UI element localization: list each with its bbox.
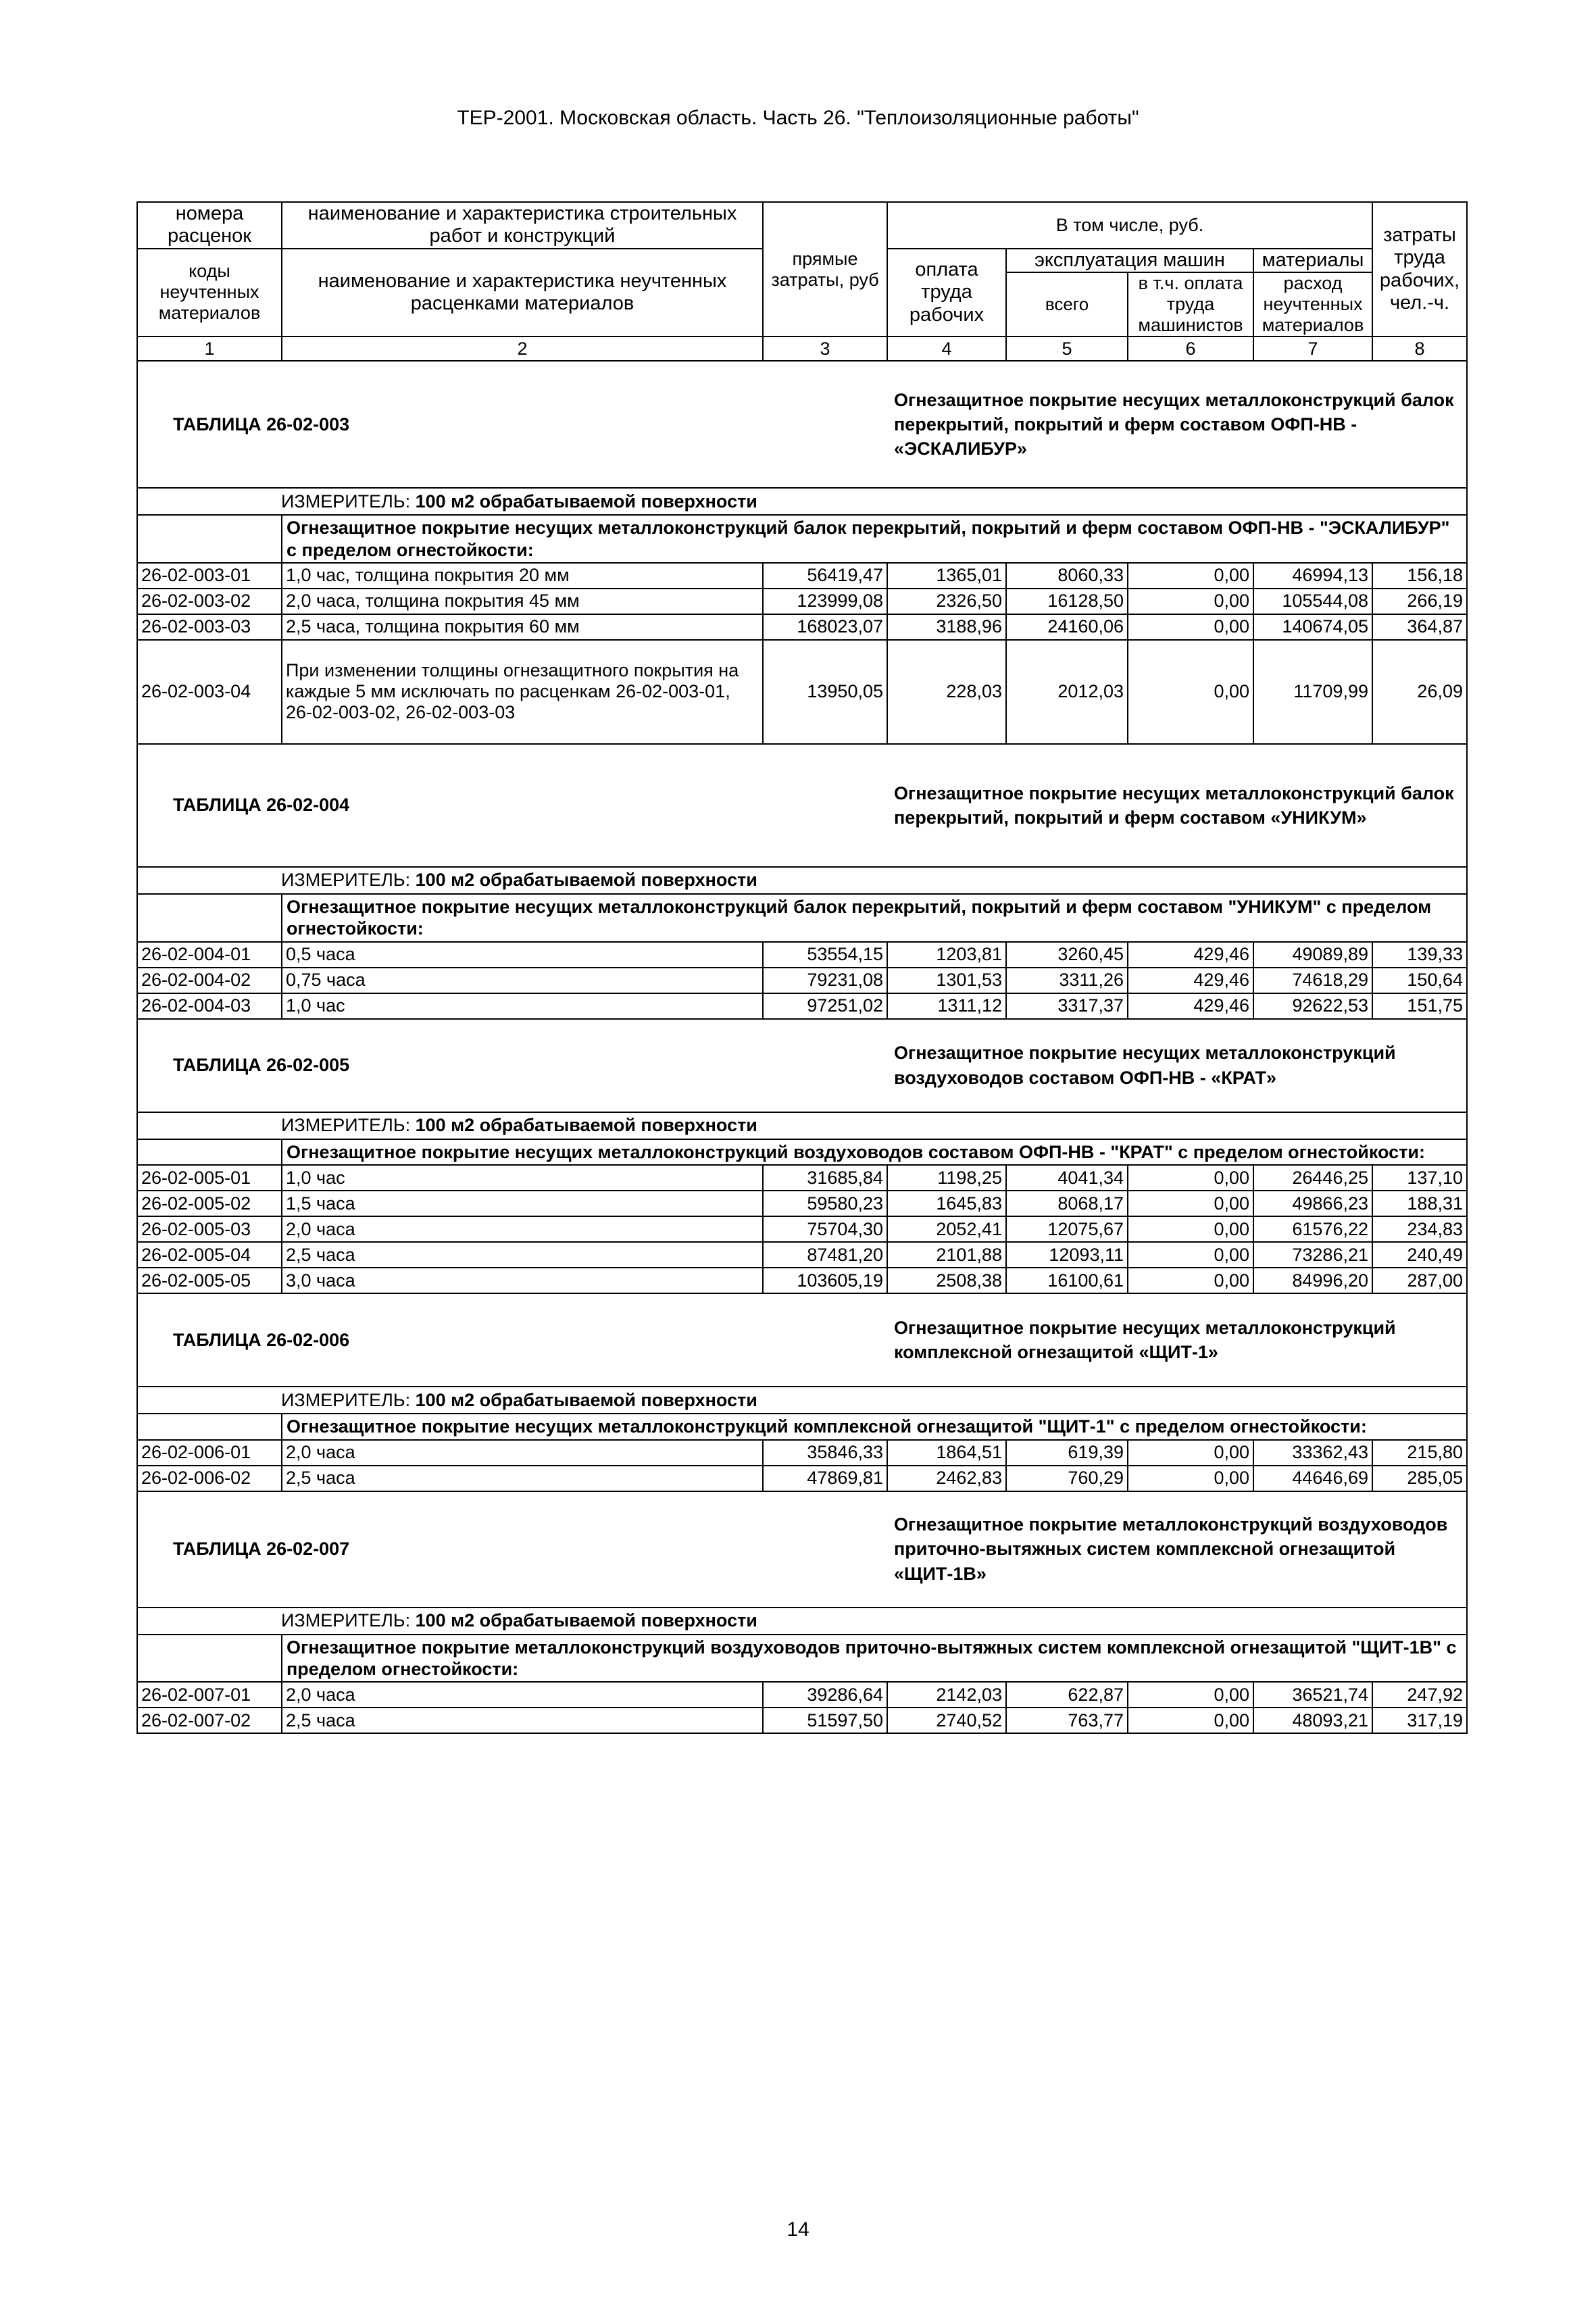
group-row — [137, 894, 1467, 942]
direct-costs: 31685,84 — [763, 1165, 887, 1191]
labor-hours: 215,80 — [1372, 1440, 1467, 1466]
operators-pay: 0,00 — [1128, 1268, 1253, 1293]
section-name: ТАБЛИЦА 26-02-004 — [137, 744, 887, 867]
materials-cost: 49866,23 — [1253, 1191, 1372, 1216]
labor-hours: 139,33 — [1372, 942, 1467, 968]
operators-pay: 0,00 — [1128, 614, 1253, 640]
meter-label: ИЗМЕРИТЕЛЬ: — [281, 870, 411, 891]
page-number: 14 — [787, 2218, 809, 2241]
meter-value: 100 м2 обрабатываемой поверхности — [415, 1610, 757, 1631]
meter-line — [137, 867, 1467, 894]
labor-pay: 1203,81 — [887, 942, 1006, 968]
labor-pay: 1645,83 — [887, 1191, 1006, 1216]
machines-total: 622,87 — [1006, 1682, 1128, 1708]
section-meter — [137, 1112, 1467, 1139]
rate-name: 2,0 часа — [282, 1440, 763, 1466]
rate-code: 26-02-004-03 — [137, 993, 282, 1019]
machines-total: 12075,67 — [1006, 1216, 1128, 1242]
operators-pay: 0,00 — [1128, 1466, 1253, 1491]
col-header-hours: затраты труда рабочих, чел.-ч. — [1372, 202, 1467, 337]
operators-pay: 0,00 — [1128, 1191, 1253, 1216]
meter-line — [137, 1608, 1467, 1635]
labor-pay: 2740,52 — [887, 1708, 1006, 1733]
table-row — [137, 1165, 1467, 1191]
meter-label: ИЗМЕРИТЕЛЬ: — [281, 1115, 411, 1136]
rate-code: 26-02-005-02 — [137, 1191, 282, 1216]
col-number-5: 5 — [1006, 337, 1128, 361]
group-spacer — [137, 894, 282, 942]
materials-cost: 92622,53 — [1253, 993, 1372, 1019]
labor-hours: 26,09 — [1372, 640, 1467, 744]
rate-code: 26-02-007-02 — [137, 1708, 282, 1733]
operators-pay: 0,00 — [1128, 589, 1253, 614]
operators-pay: 0,00 — [1128, 1216, 1253, 1242]
section-meter — [137, 488, 1467, 515]
labor-pay: 2142,03 — [887, 1682, 1006, 1708]
machines-total: 2012,03 — [1006, 640, 1128, 744]
labor-hours: 364,87 — [1372, 614, 1467, 640]
materials-cost: 33362,43 — [1253, 1440, 1372, 1466]
table-row — [137, 968, 1467, 993]
meter-line — [137, 1387, 1467, 1414]
rate-name: При изменении толщины огнезащитного покрытия на каждые 5 мм исключать по расценкам 26-02-003-01, 26-02-003-02, 26-02-003-03 — [282, 640, 763, 744]
col-number-6: 6 — [1128, 337, 1253, 361]
table-row — [137, 589, 1467, 614]
materials-cost: 105544,08 — [1253, 589, 1372, 614]
table-row — [137, 942, 1467, 968]
section-name: ТАБЛИЦА 26-02-006 — [137, 1293, 887, 1387]
rate-code: 26-02-005-04 — [137, 1242, 282, 1268]
group-row — [137, 1635, 1467, 1683]
col-number-7: 7 — [1253, 337, 1372, 361]
operators-pay: 429,46 — [1128, 968, 1253, 993]
operators-pay: 0,00 — [1128, 1440, 1253, 1466]
group-spacer — [137, 1635, 282, 1683]
meter-line — [137, 488, 1467, 515]
materials-cost: 140674,05 — [1253, 614, 1372, 640]
table-row — [137, 1708, 1467, 1733]
labor-hours: 266,19 — [1372, 589, 1467, 614]
materials-cost: 84996,20 — [1253, 1268, 1372, 1293]
col-header-material-codes: коды неучтенных материалов — [137, 249, 282, 337]
labor-pay: 1864,51 — [887, 1440, 1006, 1466]
table-row — [137, 1466, 1467, 1491]
group-description: Огнезащитное покрытие несущих металлоконструкций воздуховодов составом ОФП-НВ - "КРАТ" с пределом огнестойкости: — [282, 1139, 1467, 1165]
machines-total: 760,29 — [1006, 1466, 1128, 1491]
section-header — [137, 1293, 1467, 1387]
section-header — [137, 744, 1467, 867]
labor-hours: 285,05 — [1372, 1466, 1467, 1491]
rate-code: 26-02-004-02 — [137, 968, 282, 993]
operators-pay: 429,46 — [1128, 993, 1253, 1019]
section-title: Огнезащитное покрытие несущих металлоконструкций комплексной огнезащитой «ЩИТ-1» — [887, 1293, 1467, 1387]
labor-pay: 228,03 — [887, 640, 1006, 744]
rate-code: 26-02-003-03 — [137, 614, 282, 640]
table-row — [137, 1440, 1467, 1466]
rate-name: 2,0 часа — [282, 1216, 763, 1242]
rate-name: 2,5 часа — [282, 1466, 763, 1491]
meter-label: ИЗМЕРИТЕЛЬ: — [281, 491, 411, 512]
group-row — [137, 1414, 1467, 1439]
rate-name: 3,0 часа — [282, 1268, 763, 1293]
meter-label: ИЗМЕРИТЕЛЬ: — [281, 1610, 411, 1631]
table-row — [137, 1242, 1467, 1268]
table-row — [137, 993, 1467, 1019]
rate-code: 26-02-007-01 — [137, 1682, 282, 1708]
materials-cost: 73286,21 — [1253, 1242, 1372, 1268]
operators-pay: 0,00 — [1128, 563, 1253, 589]
machines-total: 3260,45 — [1006, 942, 1128, 968]
labor-pay: 2326,50 — [887, 589, 1006, 614]
direct-costs: 168023,07 — [763, 614, 887, 640]
rate-name: 2,5 часа — [282, 1242, 763, 1268]
labor-pay: 1301,53 — [887, 968, 1006, 993]
operators-pay: 0,00 — [1128, 1165, 1253, 1191]
meter-value: 100 м2 обрабатываемой поверхности — [415, 1115, 757, 1136]
labor-hours: 240,49 — [1372, 1242, 1467, 1268]
table-row — [137, 563, 1467, 589]
rate-code: 26-02-006-02 — [137, 1466, 282, 1491]
col-header-labor: оплата труда рабочих — [887, 249, 1006, 337]
rate-name: 2,0 часа — [282, 1682, 763, 1708]
group-row — [137, 515, 1467, 563]
col-header-works: наименование и характеристика строительных работ и конструкций — [282, 202, 763, 249]
labor-hours: 247,92 — [1372, 1682, 1467, 1708]
operators-pay: 0,00 — [1128, 1708, 1253, 1733]
labor-hours: 234,83 — [1372, 1216, 1467, 1242]
table-row — [137, 640, 1467, 744]
rate-code: 26-02-006-01 — [137, 1440, 282, 1466]
col-number-8: 8 — [1372, 337, 1467, 361]
table-row — [137, 1191, 1467, 1216]
section-name: ТАБЛИЦА 26-02-005 — [137, 1019, 887, 1112]
machines-total: 16100,61 — [1006, 1268, 1128, 1293]
table-row — [137, 614, 1467, 640]
materials-cost: 49089,89 — [1253, 942, 1372, 968]
direct-costs: 75704,30 — [763, 1216, 887, 1242]
machines-total: 12093,11 — [1006, 1242, 1128, 1268]
section-title: Огнезащитное покрытие несущих металлоконструкций воздуховодов составом ОФП-НВ - «КРАТ» — [887, 1019, 1467, 1112]
rate-code: 26-02-005-01 — [137, 1165, 282, 1191]
labor-hours: 156,18 — [1372, 563, 1467, 589]
rate-code: 26-02-004-01 — [137, 942, 282, 968]
rate-name: 1,5 часа — [282, 1191, 763, 1216]
materials-cost: 48093,21 — [1253, 1708, 1372, 1733]
operators-pay: 0,00 — [1128, 1242, 1253, 1268]
direct-costs: 97251,02 — [763, 993, 887, 1019]
labor-pay: 2508,38 — [887, 1268, 1006, 1293]
direct-costs: 47869,81 — [763, 1466, 887, 1491]
machines-total: 8060,33 — [1006, 563, 1128, 589]
group-description: Огнезащитное покрытие несущих металлоконструкций комплексной огнезащитой "ЩИТ-1" с пределом огнестойкости: — [282, 1414, 1467, 1439]
rate-code: 26-02-005-03 — [137, 1216, 282, 1242]
machines-total: 3317,37 — [1006, 993, 1128, 1019]
col-header-materials-desc: наименование и характеристика неучтенных расценками материалов — [282, 249, 763, 337]
group-description: Огнезащитное покрытие несущих металлоконструкций балок перекрытий, покрытий и ферм составом ОФП-НВ - "ЭСКАЛИБУР" с пределом огнестойкости: — [282, 515, 1467, 563]
rate-name: 0,5 часа — [282, 942, 763, 968]
rate-code: 26-02-003-01 — [137, 563, 282, 589]
machines-total: 24160,06 — [1006, 614, 1128, 640]
direct-costs: 39286,64 — [763, 1682, 887, 1708]
rate-name: 1,0 час — [282, 1165, 763, 1191]
group-description: Огнезащитное покрытие металлоконструкций воздуховодов приточно-вытяжных систем комплексной огнезащитой "ЩИТ-1В" с пределом огнестойкости: — [282, 1635, 1467, 1683]
labor-pay: 2101,88 — [887, 1242, 1006, 1268]
col-header-operators: в т.ч. оплата труда машинистов — [1128, 272, 1253, 337]
machines-total: 4041,34 — [1006, 1165, 1128, 1191]
rates-table — [136, 201, 1468, 1734]
rate-name: 1,0 час, толщина покрытия 20 мм — [282, 563, 763, 589]
rate-name: 2,5 часа — [282, 1708, 763, 1733]
materials-cost: 44646,69 — [1253, 1466, 1372, 1491]
direct-costs: 59580,23 — [763, 1191, 887, 1216]
operators-pay: 0,00 — [1128, 640, 1253, 744]
meter-label: ИЗМЕРИТЕЛЬ: — [281, 1389, 411, 1410]
rate-name: 2,5 часа, толщина покрытия 60 мм — [282, 614, 763, 640]
direct-costs: 123999,08 — [763, 589, 887, 614]
section-title: Огнезащитное покрытие металлоконструкций воздуховодов приточно-вытяжных систем комплексной огнезащитой «ЩИТ-1В» — [887, 1491, 1467, 1608]
direct-costs: 13950,05 — [763, 640, 887, 744]
section-header — [137, 1491, 1467, 1608]
section-meter — [137, 1608, 1467, 1635]
col-header-unaccounted: расход неучтенных материалов — [1253, 272, 1372, 337]
section-name: ТАБЛИЦА 26-02-007 — [137, 1491, 887, 1608]
machines-total: 3311,26 — [1006, 968, 1128, 993]
labor-hours: 317,19 — [1372, 1708, 1467, 1733]
document-header: ТЕР-2001. Московская область. Часть 26. "Теплоизоляционные работы" — [457, 107, 1139, 129]
group-spacer — [137, 1414, 282, 1439]
labor-pay: 3188,96 — [887, 614, 1006, 640]
section-meter — [137, 1387, 1467, 1414]
section-name: ТАБЛИЦА 26-02-003 — [137, 361, 887, 488]
labor-hours: 150,64 — [1372, 968, 1467, 993]
col-header-direct: прямые затраты, руб — [763, 202, 887, 337]
direct-costs: 103605,19 — [763, 1268, 887, 1293]
labor-hours: 188,31 — [1372, 1191, 1467, 1216]
table-row — [137, 1216, 1467, 1242]
section-meter — [137, 867, 1467, 894]
machines-total: 763,77 — [1006, 1708, 1128, 1733]
section-title: Огнезащитное покрытие несущих металлоконструкций балок перекрытий, покрытий и ферм составом ОФП-НВ - «ЭСКАЛИБУР» — [887, 361, 1467, 488]
group-spacer — [137, 515, 282, 563]
col-number-3: 3 — [763, 337, 887, 361]
labor-pay: 1198,25 — [887, 1165, 1006, 1191]
group-description: Огнезащитное покрытие несущих металлоконструкций балок перекрытий, покрытий и ферм составом "УНИКУМ" с пределом огнестойкости: — [282, 894, 1467, 942]
direct-costs: 35846,33 — [763, 1440, 887, 1466]
col-number-2: 2 — [282, 337, 763, 361]
materials-cost: 11709,99 — [1253, 640, 1372, 744]
meter-value: 100 м2 обрабатываемой поверхности — [415, 870, 757, 891]
meter-value: 100 м2 обрабатываемой поверхности — [415, 1389, 757, 1410]
section-header — [137, 361, 1467, 488]
labor-hours: 151,75 — [1372, 993, 1467, 1019]
col-header-materials: материалы — [1253, 249, 1372, 272]
direct-costs: 79231,08 — [763, 968, 887, 993]
direct-costs: 56419,47 — [763, 563, 887, 589]
rate-code: 26-02-003-04 — [137, 640, 282, 744]
rate-name: 2,0 часа, толщина покрытия 45 мм — [282, 589, 763, 614]
col-header-machines: эксплуатация машин — [1006, 249, 1253, 272]
col-header-including: В том числе, руб. — [887, 202, 1372, 249]
col-header-codes: номера расценок — [137, 202, 282, 249]
table-row — [137, 1268, 1467, 1293]
machines-total: 16128,50 — [1006, 589, 1128, 614]
section-header — [137, 1019, 1467, 1112]
machines-total: 8068,17 — [1006, 1191, 1128, 1216]
rate-name: 1,0 час — [282, 993, 763, 1019]
labor-pay: 1311,12 — [887, 993, 1006, 1019]
materials-cost: 74618,29 — [1253, 968, 1372, 993]
labor-hours: 287,00 — [1372, 1268, 1467, 1293]
meter-value: 100 м2 обрабатываемой поверхности — [415, 491, 757, 512]
direct-costs: 53554,15 — [763, 942, 887, 968]
direct-costs: 87481,20 — [763, 1242, 887, 1268]
operators-pay: 0,00 — [1128, 1682, 1253, 1708]
materials-cost: 36521,74 — [1253, 1682, 1372, 1708]
labor-hours: 137,10 — [1372, 1165, 1467, 1191]
section-title: Огнезащитное покрытие несущих металлоконструкций балок перекрытий, покрытий и ферм составом «УНИКУМ» — [887, 744, 1467, 867]
table-row — [137, 1682, 1467, 1708]
meter-line — [137, 1112, 1467, 1139]
rate-code: 26-02-005-05 — [137, 1268, 282, 1293]
materials-cost: 26446,25 — [1253, 1165, 1372, 1191]
col-number-1: 1 — [137, 337, 282, 361]
labor-pay: 1365,01 — [887, 563, 1006, 589]
labor-pay: 2052,41 — [887, 1216, 1006, 1242]
col-header-machines-total: всего — [1006, 272, 1128, 337]
col-number-4: 4 — [887, 337, 1006, 361]
materials-cost: 61576,22 — [1253, 1216, 1372, 1242]
operators-pay: 429,46 — [1128, 942, 1253, 968]
labor-pay: 2462,83 — [887, 1466, 1006, 1491]
machines-total: 619,39 — [1006, 1440, 1128, 1466]
group-row — [137, 1139, 1467, 1165]
materials-cost: 46994,13 — [1253, 563, 1372, 589]
group-spacer — [137, 1139, 282, 1165]
rate-code: 26-02-003-02 — [137, 589, 282, 614]
direct-costs: 51597,50 — [763, 1708, 887, 1733]
rate-name: 0,75 часа — [282, 968, 763, 993]
